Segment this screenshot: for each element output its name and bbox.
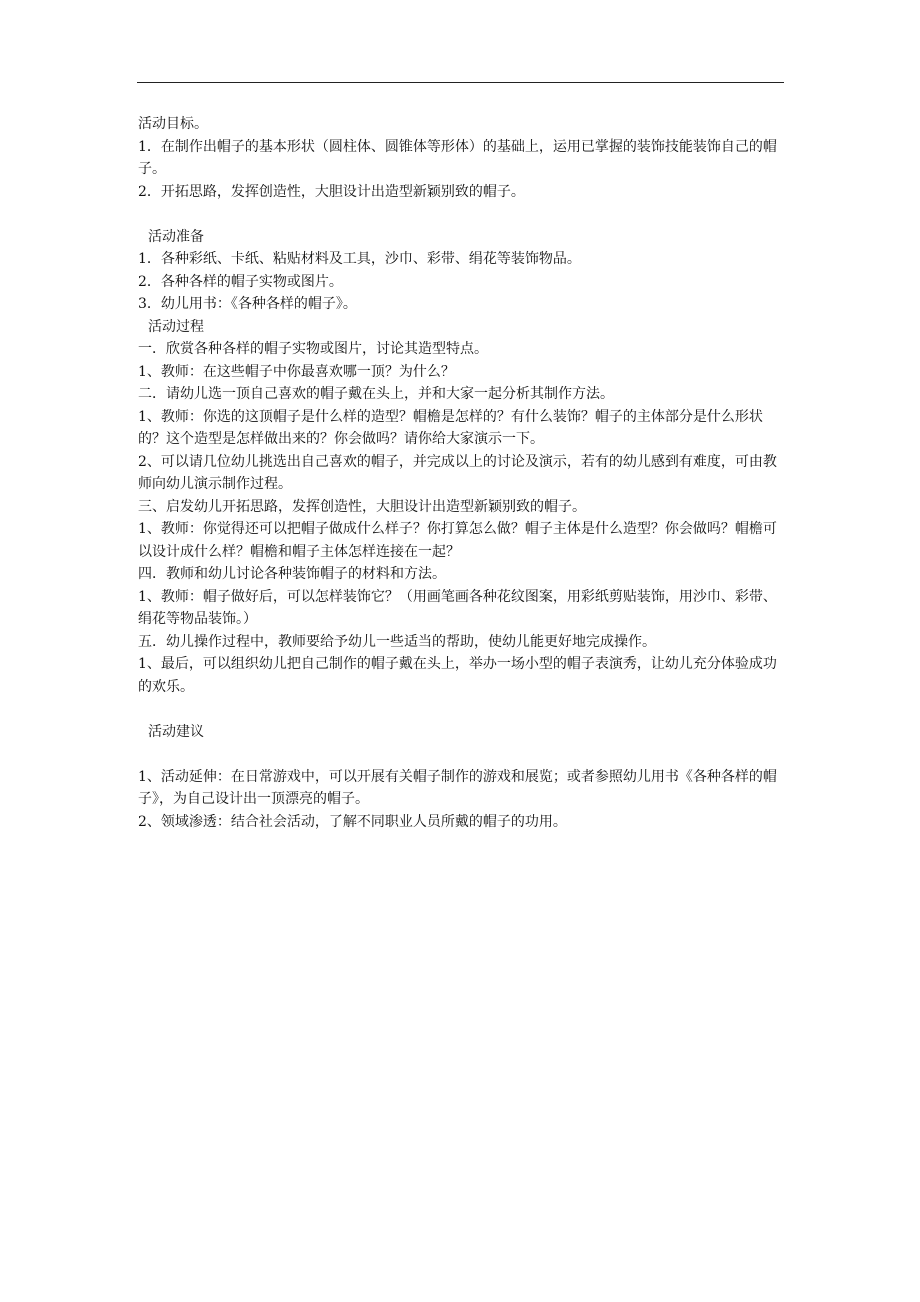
process-step-3-question: 1、教师：你觉得还可以把帽子做成什么样子？你打算怎么做？帽子主体是什么造型？你会做吗？帽檐可以设计成什么样？帽檐和帽子主体怎样连接在一起？ [138, 521, 777, 560]
document-body [138, 113, 788, 833]
process-step-1-question: 1、教师：在这些帽子中你最喜欢哪一顶？为什么？ [138, 363, 455, 380]
prep-item-1: 1．各种彩纸、卡纸、粘贴材料及工具，沙巾、彩带、绢花等装饰物品。 [138, 251, 581, 267]
goal-item-2: 2．开拓思路，发挥创造性，大胆设计出造型新颖别致的帽子。 [138, 183, 525, 200]
process-step-5: 五．幼儿操作过程中，教师要给予幼儿一些适当的帮助，使幼儿能更好地完成操作。 [138, 633, 656, 650]
process-step-2-question-1: 1、教师：你选的这顶帽子是什么样的造型？帽檐是怎样的？有什么装饰？帽子的主体部分是什么形状的？这个造型是怎样做出来的？你会做吗？请你给大家演示一下。 [138, 408, 763, 447]
goal-item-1: 1．在制作出帽子的基本形状（圆柱体、圆锥体等形体）的基础上，运用已掌握的装饰技能装饰自己的帽子。 [138, 138, 777, 177]
prep-item-2: 2．各种各样的帽子实物或图片。 [138, 273, 343, 290]
suggest-item-1: 1、活动延伸：在日常游戏中，可以开展有关帽子制作的游戏和展览；或者参照幼儿用书《各种各样的帽子》，为自己设计出一顶漂亮的帽子。 [138, 768, 777, 807]
prep-item-3: 3．幼儿用书：《各种各样的帽子》。 [138, 296, 357, 312]
goals-heading: 活动目标。 [138, 116, 208, 132]
process-step-2-question-2: 2、可以请几位幼儿挑选出自己喜欢的帽子，并完成以上的讨论及演示，若有的幼儿感到有难度，可由教师向幼儿演示制作过程。 [138, 453, 777, 492]
header-rule [137, 82, 784, 83]
prep-heading: 活动准备 [148, 228, 204, 245]
process-step-5-note: 1、最后，可以组织幼儿把自己制作的帽子戴在头上，举办一场小型的帽子表演秀，让幼儿充分体验成功的欢乐。 [138, 656, 777, 695]
spacer [138, 698, 788, 721]
process-step-1: 一．欣赏各种各样的帽子实物或图片，讨论其造型特点。 [138, 341, 488, 357]
process-step-2: 二．请幼儿选一顶自己喜欢的帽子戴在头上，并和大家一起分析其制作方法。 [138, 386, 614, 402]
suggest-heading: 活动建议 [148, 723, 204, 740]
process-step-4: 四．教师和幼儿讨论各种装饰帽子的材料和方法。 [138, 566, 446, 582]
suggest-item-2: 2、领域渗透：结合社会活动，了解不同职业人员所戴的帽子的功用。 [138, 813, 567, 830]
spacer [138, 743, 788, 766]
process-step-4-question: 1、教师：帽子做好后，可以怎样装饰它？（用画笔画各种花纹图案，用彩纸剪贴装饰，用沙巾、彩带、绢花等物品装饰。） [138, 588, 777, 627]
process-step-3: 三、启发幼儿开拓思路，发挥创造性，大胆设计出造型新颖别致的帽子。 [138, 498, 586, 515]
process-heading: 活动过程 [148, 318, 204, 335]
spacer [138, 203, 788, 226]
